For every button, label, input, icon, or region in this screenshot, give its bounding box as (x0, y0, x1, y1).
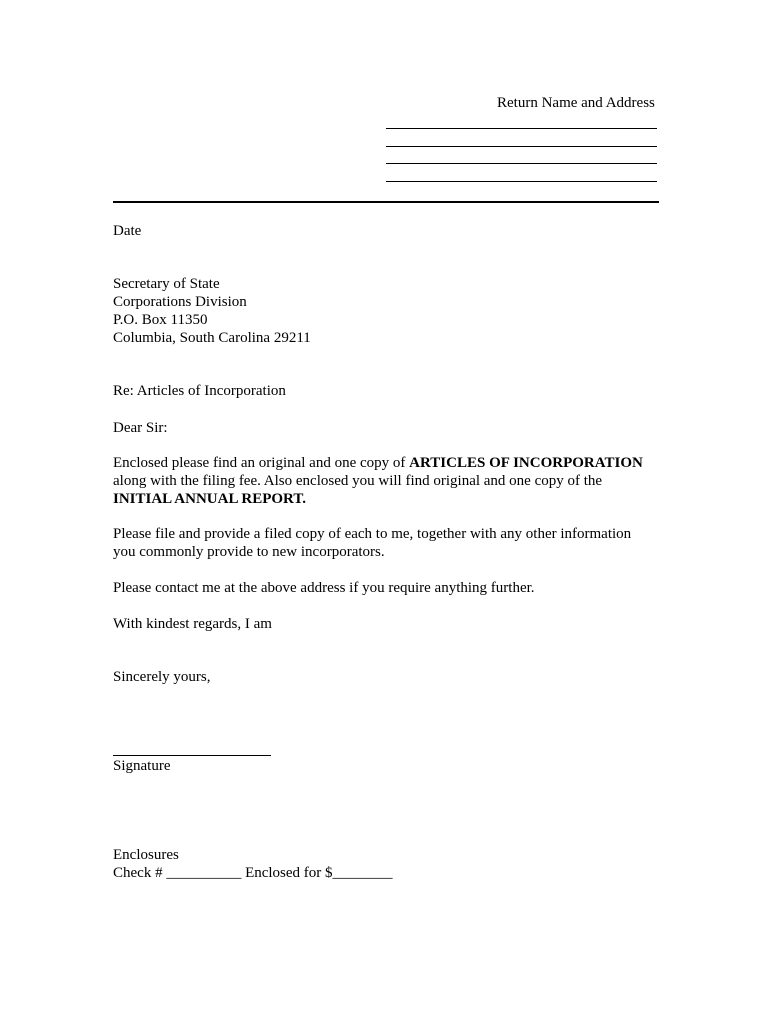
return-address-line-2[interactable] (386, 146, 657, 147)
enclosures-section (113, 846, 393, 882)
recipient-line: Corporations Division (113, 294, 247, 310)
salutation: Dear Sir: (113, 420, 168, 436)
recipient-line: Columbia, South Carolina 29211 (113, 330, 311, 346)
recipient-line: Secretary of State (113, 276, 220, 292)
annual-report-emphasis: INITIAL ANNUAL REPORT. (113, 491, 306, 507)
return-address-line-3[interactable] (386, 163, 657, 164)
signature-line[interactable] (113, 755, 271, 756)
return-address-line-1[interactable] (386, 128, 657, 129)
date-label: Date (113, 223, 142, 239)
recipient-line: P.O. Box 11350 (113, 312, 208, 328)
paragraph-request (113, 525, 631, 561)
regards-line: With kindest regards, I am (113, 616, 272, 632)
closing-line: Sincerely yours, (113, 669, 211, 685)
paragraph2-text: you commonly provide to new incorporators. (113, 544, 385, 560)
recipient-address (113, 275, 311, 347)
paragraph1-text: Enclosed please find an original and one copy of (113, 455, 410, 471)
paragraph-enclosed (113, 454, 643, 508)
header-divider (113, 201, 659, 203)
signature-label: Signature (113, 758, 171, 774)
check-line[interactable]: Check # __________ Enclosed for $________ (113, 865, 393, 881)
return-address-label: Return Name and Address (497, 95, 655, 111)
subject-line: Re: Articles of Incorporation (113, 383, 286, 399)
enclosures-label: Enclosures (113, 847, 179, 863)
paragraph-contact: Please contact me at the above address if you require anything further. (113, 580, 535, 596)
paragraph1-text: along with the filing fee. Also enclosed you will find original and one copy of the (113, 473, 603, 489)
articles-emphasis: ARTICLES OF INCORPORATION (409, 455, 643, 471)
return-address-line-4[interactable] (386, 181, 657, 182)
paragraph2-text: Please file and provide a filed copy of each to me, together with any other information (113, 526, 632, 542)
